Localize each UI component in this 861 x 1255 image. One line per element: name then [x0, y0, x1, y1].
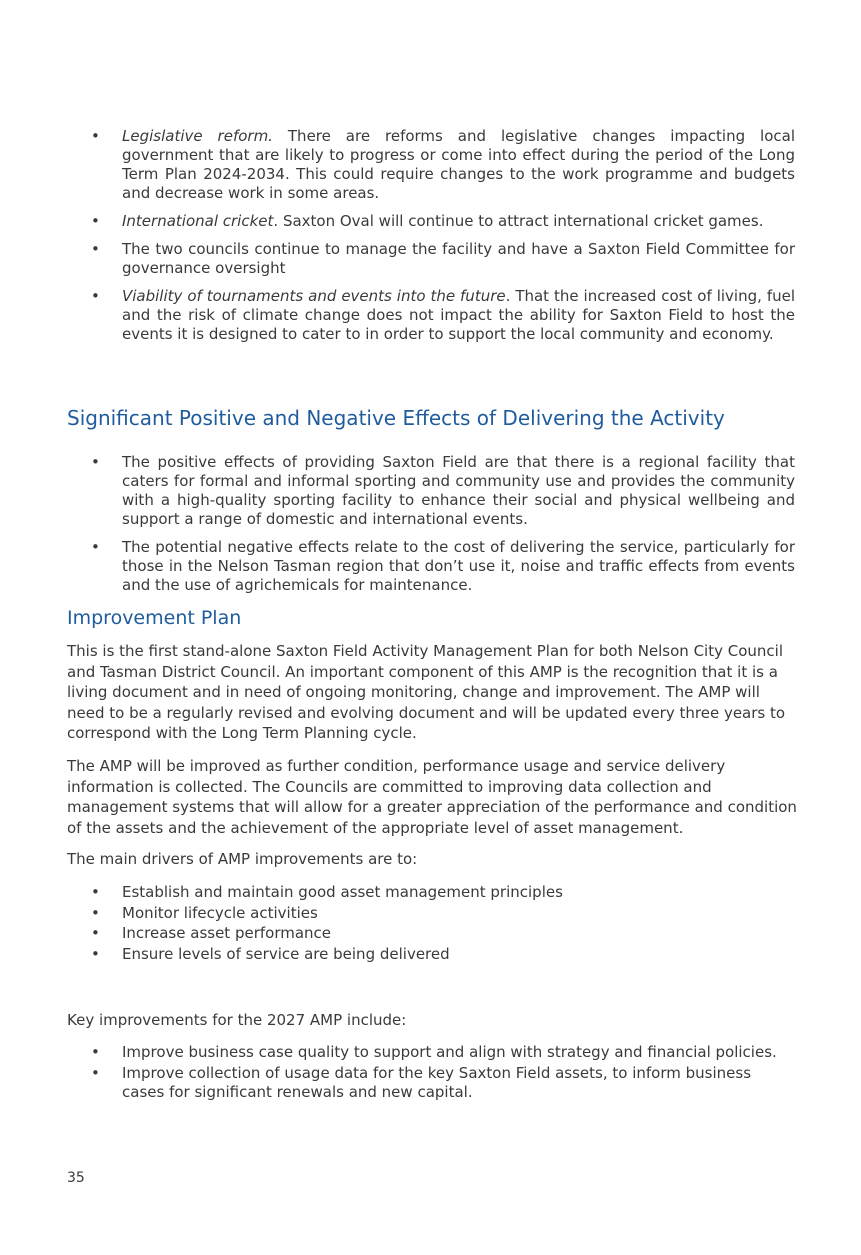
list-item	[88, 1064, 795, 1102]
list-item-lead: Legislative reform.	[122, 127, 273, 145]
effects-heading: Significant Positive and Negative Effects of Delivering the Activity	[67, 406, 725, 430]
list-item-lead: International cricket	[122, 212, 274, 230]
bullet-glyph: •	[91, 883, 100, 901]
bullet-glyph: •	[91, 1043, 100, 1061]
bullet-glyph: •	[91, 453, 100, 471]
page-number: 35	[67, 1170, 85, 1186]
bullet-glyph: •	[91, 538, 100, 556]
effects-bullet-list	[88, 453, 795, 595]
drivers-bullet-list	[88, 883, 795, 964]
bullet-glyph: •	[91, 127, 100, 145]
drivers-intro: The main drivers of AMP improvements are to:	[67, 850, 418, 868]
list-item	[88, 883, 795, 902]
list-item-text: . That the increased cost of living, fuel and the risk of climate change does not impact the ability for Saxton Field to host the events it is designed to cater to in order to support the local community and economy.	[122, 287, 796, 343]
improvement-paragraph-2: The AMP will be improved as further condition, performance usage and service delivery information is collected. The Councils are committed to improving data collection and management systems that will allow for a greater appreciation of the performance and condition of the assets and the achievement of the appropriate level of asset management.	[67, 757, 797, 837]
list-item	[88, 945, 795, 964]
list-item-text: There are reforms and legislative changes impacting local government that are likely to progress or come into effect during the period of the Long Term Plan 2024-2034. This could require changes to the work programme and budgets and decrease work in some areas.	[122, 127, 795, 202]
list-item-text: Improve collection of usage data for the key Saxton Field assets, to inform business cases for significant renewals and new capital.	[122, 1063, 752, 1101]
key-improvements-intro: Key improvements for the 2027 AMP include:	[67, 1011, 407, 1029]
top-bullet-list	[88, 127, 795, 344]
list-item-text: The potential negative effects relate to the cost of delivering the service, particularly for those in the Nelson Tasman region that don’t use it, noise and traffic effects from events and the use of agrichemicals for maintenance.	[122, 538, 795, 594]
bullet-glyph: •	[91, 944, 100, 963]
improvement-heading: Improvement Plan	[67, 607, 242, 629]
bullet-glyph: •	[91, 924, 100, 943]
bullet-glyph: •	[91, 287, 100, 305]
list-item-text: Improve business case quality to support and align with strategy and financial policies.	[122, 1043, 777, 1061]
bullet-glyph: •	[91, 240, 100, 258]
bullet-glyph: •	[91, 1063, 100, 1082]
list-item	[88, 538, 795, 595]
list-item-text: The positive effects of providing Saxton Field are that there is a regional facility that caters for formal and informal sporting and community use and provides the community with a high-quality sporting facility to enhance their social and physical wellbeing and support a range of domestic and international events.	[122, 453, 795, 528]
list-item	[88, 127, 795, 203]
list-item-lead: Viability of tournaments and events into the future	[122, 287, 506, 305]
list-item-text: Establish and maintain good asset management principles	[122, 883, 563, 901]
bullet-glyph: •	[91, 212, 100, 230]
list-item-text: Ensure levels of service are being delivered	[122, 944, 450, 963]
list-item	[88, 904, 795, 923]
key-improvements-list	[88, 1043, 795, 1102]
list-item	[88, 453, 795, 529]
list-item-text: Increase asset performance	[122, 924, 332, 943]
list-item-text: Monitor lifecycle activities	[122, 903, 318, 922]
improvement-paragraph-1: This is the first stand-alone Saxton Field Activity Management Plan for both Nelson City Council and Tasman District Council. An important component of this AMP is the recognition that it is a living document and in need of ongoing monitoring, change and improvement. The AMP will need to be a regularly revised and evolving document and will be updated every three years to correspond with the Long Term Planning cycle.	[67, 642, 786, 742]
list-item	[88, 240, 795, 278]
list-item	[88, 1043, 795, 1062]
list-item-text: The two councils continue to manage the facility and have a Saxton Field Committee for governance oversight	[122, 240, 795, 277]
list-item-text: . Saxton Oval will continue to attract international cricket games.	[273, 212, 764, 230]
bullet-glyph: •	[91, 903, 100, 922]
list-item	[88, 212, 795, 231]
list-item	[88, 287, 795, 344]
list-item	[88, 924, 795, 943]
